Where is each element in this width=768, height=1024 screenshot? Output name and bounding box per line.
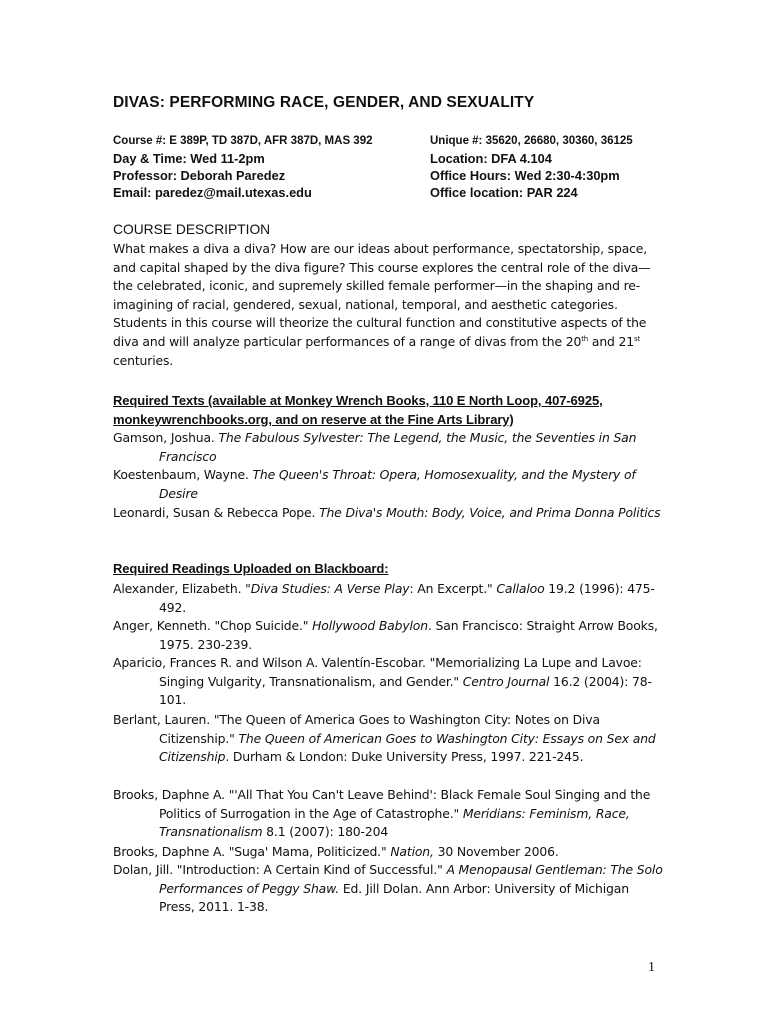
ordinal-21: 21 bbox=[618, 333, 635, 349]
document-title: DIVAS: PERFORMING RACE, GENDER, AND SEXUALITY bbox=[113, 94, 535, 111]
day-time: Day & Time: Wed 11-2pm bbox=[113, 151, 265, 166]
reading-item bbox=[113, 843, 663, 862]
bib-title: The Fabulous Sylvester: The Legend, the Music, the Seventies in San Francisco bbox=[159, 430, 637, 464]
professor: Professor: Deborah Paredez bbox=[113, 168, 286, 183]
bib-part: . San Francisco: Straight Arrow Books, 1975. 230-239. bbox=[159, 618, 658, 652]
bib-italic: Nation, bbox=[390, 844, 434, 859]
bib-author: Gamson, Joshua. bbox=[113, 430, 219, 445]
bib-title: The Queen's Throat: Opera, Homosexuality, and the Mystery of Desire bbox=[159, 467, 636, 501]
bib-part: 16.2 (2004): 78-101. bbox=[159, 673, 652, 708]
bib-italic: Callaloo bbox=[496, 581, 545, 596]
reading-item bbox=[113, 654, 663, 710]
reading-item bbox=[113, 861, 663, 917]
required-texts-heading: Required Texts (available at Monkey Wrench Books, 110 E North Loop, 407-6925, monkeywrenchbooks.org, and on reserve at the Fine Arts Library) bbox=[113, 393, 603, 427]
reading-item bbox=[113, 711, 663, 767]
bib-part: Berlant, Lauren. "The Queen of America Goes to Washington City: Notes on Diva Citizenship." bbox=[113, 712, 600, 746]
bib-italic: A Menopausal Gentleman: The Solo Performances of Peggy Shaw. bbox=[159, 862, 663, 896]
bib-part: Brooks, Daphne A. "'All That You Can't Leave Behind': Black Female Soul Singing and the Politics of Surrogation in the Age of Catastrophe." bbox=[113, 787, 651, 821]
description-end: centuries. bbox=[113, 352, 174, 368]
required-readings-heading: Required Readings Uploaded on Blackboard: bbox=[113, 561, 389, 576]
reading-item bbox=[113, 617, 663, 654]
bib-part: Alexander, Elizabeth. " bbox=[113, 581, 251, 596]
email: Email: paredez@mail.utexas.edu bbox=[113, 185, 312, 200]
ordinal-suffix-th: th bbox=[581, 334, 589, 343]
description-and: and bbox=[588, 333, 619, 349]
office-location: Office location: PAR 224 bbox=[430, 185, 578, 200]
bib-part: Dolan, Jill. "Introduction: A Certain Kind of Successful." bbox=[113, 862, 447, 877]
location: Location: DFA 4.104 bbox=[430, 151, 552, 166]
ordinal-suffix-st: st bbox=[634, 334, 641, 343]
course-description-heading: COURSE DESCRIPTION bbox=[113, 222, 271, 237]
bib-part: : An Excerpt." bbox=[409, 581, 497, 596]
reading-item bbox=[113, 786, 663, 842]
required-text-item bbox=[113, 429, 663, 466]
bib-author: Koestenbaum, Wayne. bbox=[113, 467, 253, 482]
bib-author: Leonardi, Susan & Rebecca Pope. bbox=[113, 505, 320, 520]
bib-part: Ed. Jill Dolan. Ann Arbor: University of Michigan Press, 2011. 1-38. bbox=[159, 880, 629, 915]
bib-title: The Diva's Mouth: Body, Voice, and Prima Donna Politics bbox=[319, 505, 661, 520]
bib-part: 8.1 (2007): 180-204 bbox=[262, 824, 389, 840]
ordinal-20: 20 bbox=[565, 333, 582, 349]
course-number: Course #: E 389P, TD 387D, AFR 387D, MAS 392 bbox=[113, 135, 373, 147]
bib-part: Aparicio, Frances R. and Wilson A. Valentín-Escobar. "Memorializing La Lupe and Lavoe: Singing Vulgarity, Transnationalism, and Gender." bbox=[113, 655, 642, 689]
unique-number: Unique #: 35620, 26680, 30360, 36125 bbox=[430, 135, 633, 147]
course-description-text bbox=[113, 240, 663, 370]
bib-part: 19.2 (1996): 475-492. bbox=[159, 581, 655, 615]
bib-part: . Durham & London: Duke University Press, 1997. 221-245. bbox=[225, 749, 584, 765]
office-hours: Office Hours: Wed 2:30-4:30pm bbox=[430, 168, 620, 183]
bib-italic: Diva Studies: A Verse Play bbox=[250, 581, 410, 596]
description-body: What makes a diva a diva? How are our ideas about performance, spectatorship, space, and capital shaped by the diva figure? This course explores the central role of the diva—the celebrated, iconic, and supremely skilled female performer—in the shaping and re-imagining of racial, gendered, sexual, national, temporal, and aesthetic categories. Students in this course will theorize the cultural function and constitutive aspects of the diva and will analyze particular performances of a range of divas from the bbox=[113, 241, 651, 349]
bib-italic: Centro Journal bbox=[462, 673, 550, 689]
bib-italic: Meridians: Feminism, Race, Transnationalism bbox=[159, 805, 630, 840]
page-number: 1 bbox=[648, 960, 655, 975]
bib-part: 30 November 2006. bbox=[433, 844, 559, 859]
reading-item bbox=[113, 580, 663, 617]
required-text-item bbox=[113, 466, 663, 503]
bib-part: Brooks, Daphne A. "Suga' Mama, Politicized." bbox=[113, 844, 391, 859]
bib-part: Anger, Kenneth. "Chop Suicide." bbox=[113, 618, 313, 633]
required-text-item bbox=[113, 504, 663, 523]
bib-italic: The Queen of American Goes to Washington City: Essays on Sex and Citizenship bbox=[159, 730, 656, 765]
bib-italic: Hollywood Babylon bbox=[312, 618, 428, 633]
